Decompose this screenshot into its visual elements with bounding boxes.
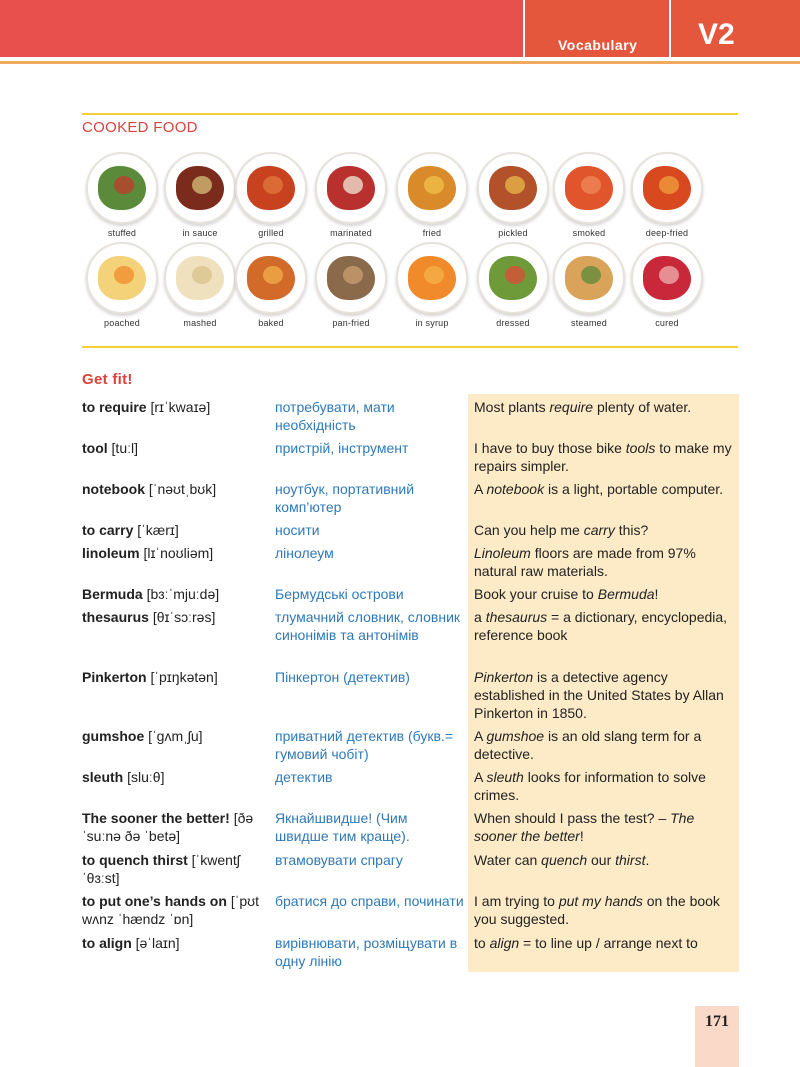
food-item-in-syrup (392, 242, 472, 336)
vocab-translation: Бермудські острови (275, 586, 404, 602)
food-highlight (424, 176, 444, 194)
section-label: Vocabulary (558, 37, 638, 53)
food-item-marinated (311, 152, 391, 246)
example-text: A (474, 481, 487, 497)
food-highlight (659, 266, 679, 284)
food-caption: cured (655, 318, 679, 328)
food-item-dressed (473, 242, 553, 336)
food-caption: marinated (330, 228, 372, 238)
food-highlight (581, 266, 601, 284)
example-keyword: put my hands (558, 893, 643, 909)
get-fit-title: Get fit! (82, 371, 133, 388)
vocab-pronunciation: [ˈkwentʃ ˈθɜːst] (82, 852, 240, 886)
food-photo (477, 242, 549, 314)
vocab-word: gumshoe (82, 728, 145, 744)
example-text: ! (654, 586, 659, 602)
vocab-example (474, 398, 738, 416)
food-caption: steamed (571, 318, 607, 328)
food-highlight (263, 176, 283, 194)
example-text: . (645, 852, 650, 868)
food-caption: dressed (496, 318, 530, 328)
vocab-example (474, 892, 738, 928)
example-keyword: require (549, 399, 594, 415)
vocab-pronunciation: [θɪˈsɔːrəs] (152, 609, 216, 625)
cooked-food-top-rule (82, 113, 738, 115)
vocab-pronunciation: [ˈpɪŋkətən] (150, 669, 218, 685)
food-highlight (581, 176, 601, 194)
example-text: Water can (474, 852, 542, 868)
vocab-translation: Якнайшвидше! (Чим швидше тим краще). (275, 810, 410, 844)
vocab-term (82, 668, 270, 686)
vocab-term (82, 851, 270, 887)
food-photo (631, 242, 703, 314)
food-photo (235, 242, 307, 314)
example-text: A (474, 728, 487, 744)
vocab-example (474, 480, 738, 498)
food-item-pickled (473, 152, 553, 246)
food-highlight (192, 176, 212, 194)
example-keyword: thirst (615, 852, 646, 868)
food-item-deep-fried (627, 152, 707, 246)
food-item-in-sauce (160, 152, 240, 246)
vocab-pronunciation: [rɪˈkwaɪə] (150, 399, 211, 415)
example-text: I have to buy those bike (474, 440, 626, 456)
example-text: I am trying to (474, 893, 559, 909)
vocab-translation: тлумачний словник, словник синонімів та антонімів (275, 609, 461, 643)
vocab-translation: пристрій, інструмент (275, 440, 409, 456)
example-keyword: tools (625, 440, 656, 456)
food-photo (553, 242, 625, 314)
example-text: to (474, 935, 490, 951)
food-photo (553, 152, 625, 224)
example-keyword: Bermuda (597, 586, 655, 602)
example-text: ! (579, 828, 584, 844)
vocab-translation: потребувати, мати необхідність (275, 399, 395, 433)
food-caption: grilled (258, 228, 284, 238)
example-text: A (474, 769, 487, 785)
example-text: Most plants (474, 399, 550, 415)
vocab-term (82, 480, 270, 498)
food-item-stuffed (82, 152, 162, 246)
vocab-pronunciation: [tuːl] (111, 440, 139, 456)
food-item-baked (231, 242, 311, 336)
food-caption: mashed (183, 318, 217, 328)
vocab-translation: вирівнювати, розміщувати в одну лінію (275, 935, 458, 969)
vocab-pronunciation: [ðə ˈsuːnə ðə ˈbetə] (82, 810, 254, 844)
food-caption: pan-fried (332, 318, 370, 328)
food-photo (86, 242, 158, 314)
vocab-translation: братися до справи, починати (275, 893, 464, 909)
food-highlight (114, 266, 134, 284)
vocab-example (474, 585, 738, 603)
food-highlight (659, 176, 679, 194)
food-highlight (424, 266, 444, 284)
vocab-pronunciation: [ˈnəʊtˌbʊk] (148, 481, 217, 497)
vocab-example (474, 521, 738, 539)
vocab-word: to quench thirst (82, 852, 188, 868)
vocab-translation: втамовувати спрагу (275, 852, 403, 868)
food-highlight (263, 266, 283, 284)
vocab-term (82, 544, 270, 562)
example-keyword: gumshoe (486, 728, 545, 744)
vocab-word: to require (82, 399, 147, 415)
example-keyword: sleuth (486, 769, 524, 785)
vocab-word: The sooner the better! (82, 810, 230, 826)
vocab-pronunciation: [ˈpʊt wʌnz ˈhændz ˈɒn] (82, 893, 259, 927)
vocab-word: notebook (82, 481, 145, 497)
vocab-term (82, 809, 270, 845)
example-text: our (587, 852, 616, 868)
example-text: = a dictionary, encyclopedia, reference book (474, 609, 728, 643)
vocab-term (82, 521, 270, 539)
page-number: 171 (705, 1013, 729, 1030)
vocab-translation: носити (275, 522, 320, 538)
food-caption: fried (422, 228, 442, 238)
vocab-translation: ноутбук, портативний комп’ютер (275, 481, 415, 515)
example-text: = to line up / arrange next to (519, 935, 698, 951)
food-item-smoked (549, 152, 629, 246)
vocab-word: Bermuda (82, 586, 143, 602)
vocab-word: to put one’s hands on (82, 893, 227, 909)
vocab-example (474, 809, 738, 845)
vocab-word: sleuth (82, 769, 124, 785)
vocab-term (82, 398, 270, 416)
vocab-example (474, 851, 738, 869)
food-caption: smoked (572, 228, 606, 238)
vocab-word: to align (82, 935, 132, 951)
food-item-grilled (231, 152, 311, 246)
header-divider (0, 61, 800, 64)
example-keyword: quench (541, 852, 588, 868)
food-highlight (505, 266, 525, 284)
section-tab (523, 0, 667, 57)
example-text: a (474, 609, 486, 625)
vocab-pronunciation: [sluːθ] (127, 769, 165, 785)
vocab-word: to carry (82, 522, 134, 538)
example-text: is an old slang term for a detective. (474, 728, 702, 762)
food-caption: in syrup (415, 318, 449, 328)
unit-tab (669, 0, 800, 57)
vocab-translation: детектив (275, 769, 333, 785)
vocab-term (82, 439, 270, 457)
food-item-pan-fried (311, 242, 391, 336)
food-photo (631, 152, 703, 224)
food-photo (315, 152, 387, 224)
example-text: Can you help me (474, 522, 584, 538)
example-text: looks for information to solve crimes. (474, 769, 706, 803)
food-highlight (343, 266, 363, 284)
example-keyword: Linoleum (474, 545, 531, 561)
example-keyword: thesaurus (485, 609, 548, 625)
vocab-example (474, 934, 738, 952)
food-caption: baked (258, 318, 284, 328)
example-text: is a light, portable computer. (544, 481, 724, 497)
food-item-fried (392, 152, 472, 246)
vocab-term (82, 727, 270, 745)
food-item-mashed (160, 242, 240, 336)
vocab-term (82, 585, 270, 603)
vocab-word: linoleum (82, 545, 140, 561)
vocab-example (474, 727, 738, 763)
vocab-example (474, 439, 738, 475)
example-text: When should I pass the test? – (474, 810, 671, 826)
vocab-pronunciation: [ˈkærɪ] (137, 522, 179, 538)
food-photo (396, 242, 468, 314)
example-keyword: Pinkerton (474, 669, 534, 685)
food-photo (477, 152, 549, 224)
vocab-term (82, 934, 270, 952)
vocab-term (82, 892, 270, 928)
food-photo (164, 242, 236, 314)
food-photo (315, 242, 387, 314)
vocab-word: tool (82, 440, 108, 456)
food-photo (164, 152, 236, 224)
food-caption: pickled (498, 228, 528, 238)
vocab-term (82, 768, 270, 786)
vocab-pronunciation: [əˈlaɪn] (135, 935, 180, 951)
vocab-translation: Пінкертон (детектив) (275, 669, 410, 685)
example-text: Book your cruise to (474, 586, 598, 602)
food-photo (235, 152, 307, 224)
food-item-steamed (549, 242, 629, 336)
vocab-pronunciation: [ˈgʌmˌʃu] (148, 728, 203, 744)
food-highlight (192, 266, 212, 284)
example-text: floors are made from 97% natural raw materials. (474, 545, 696, 579)
vocab-pronunciation: [bɜːˈmjuːdə] (146, 586, 220, 602)
example-text: to make my repairs simpler. (474, 440, 732, 474)
food-highlight (343, 176, 363, 194)
vocab-example (474, 608, 738, 644)
vocab-translation: приватний детектив (букв.= гумовий чобіт) (275, 728, 453, 762)
example-keyword: align (489, 935, 520, 951)
cooked-food-bottom-rule (82, 346, 738, 348)
vocab-term (82, 608, 270, 626)
vocab-word: Pinkerton (82, 669, 147, 685)
cooked-food-title: COOKED FOOD (82, 119, 198, 136)
example-text: on the book you suggested. (474, 893, 720, 927)
food-caption: poached (104, 318, 140, 328)
example-keyword: carry (583, 522, 615, 538)
food-item-poached (82, 242, 162, 336)
example-text: this? (614, 522, 649, 538)
vocab-example (474, 544, 738, 580)
vocab-pronunciation: [lɪˈnoʊliəm] (143, 545, 214, 561)
vocab-word: thesaurus (82, 609, 149, 625)
food-caption: deep-fried (645, 228, 689, 238)
vocab-translation: лінолеум (275, 545, 334, 561)
food-highlight (505, 176, 525, 194)
example-keyword: notebook (486, 481, 545, 497)
vocab-example (474, 668, 738, 722)
example-keyword: The sooner the better (474, 810, 695, 844)
food-photo (396, 152, 468, 224)
food-photo (86, 152, 158, 224)
vocab-example (474, 768, 738, 804)
food-caption: in sauce (182, 228, 218, 238)
food-caption: stuffed (107, 228, 137, 238)
food-item-cured (627, 242, 707, 336)
example-text: is a detective agency established in the United States by Allan Pinkerton in 1850. (474, 669, 724, 721)
food-highlight (114, 176, 134, 194)
unit-label: V2 (698, 18, 735, 51)
example-text: plenty of water. (593, 399, 692, 415)
